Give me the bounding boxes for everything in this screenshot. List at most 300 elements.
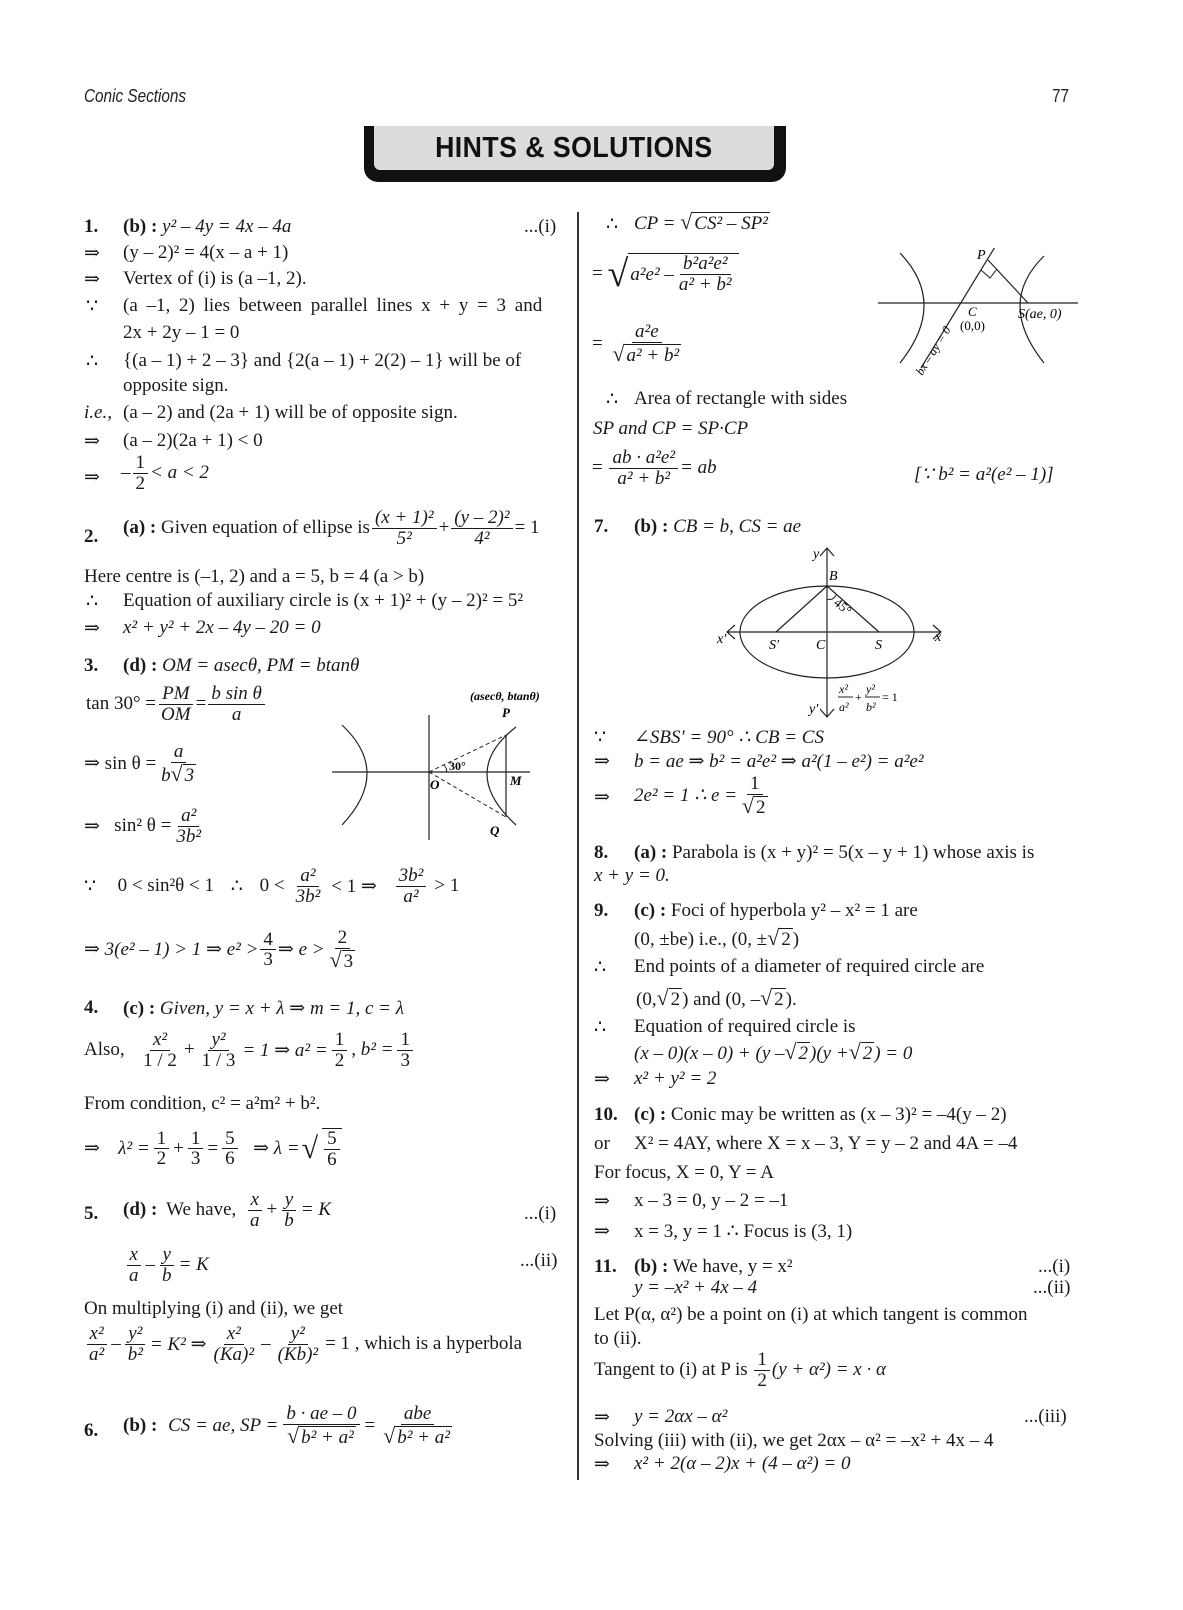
therefore-symbol: ∴ bbox=[606, 214, 619, 235]
text-line: ) = 0 bbox=[874, 1043, 913, 1064]
text-line: {(a – 1) + 2 – 3} and {2(a – 1) + 2(2) – 1} will be of bbox=[123, 350, 522, 371]
fraction bbox=[158, 684, 194, 725]
numerator: a bbox=[171, 742, 187, 763]
text-line: Here centre is (–1, 2) and a = 5, b = 4 (a > b) bbox=[84, 566, 425, 587]
sqrt-icon: √ bbox=[301, 1131, 319, 1165]
implies-symbol: ⇒ bbox=[84, 815, 100, 837]
text-line: x² + 2(α – 2)x + (4 – α²) = 0 bbox=[634, 1453, 851, 1474]
radicand: 2 bbox=[756, 796, 766, 818]
numerator: y² bbox=[125, 1324, 145, 1345]
fraction bbox=[380, 1404, 455, 1448]
eq-ref: ...(ii) bbox=[520, 1250, 558, 1271]
equals-sign: = bbox=[592, 332, 603, 354]
radicand: 3 bbox=[343, 950, 354, 972]
fraction bbox=[739, 774, 771, 818]
text-line: (a – 2)(2a + 1) < 0 bbox=[123, 430, 263, 451]
implies-symbol: ⇒ bbox=[84, 269, 100, 290]
left-branch bbox=[900, 253, 924, 363]
denominator: 3b² bbox=[176, 825, 202, 847]
numerator: y bbox=[160, 1245, 174, 1266]
text-line: sin² θ = bbox=[114, 815, 172, 837]
q-number: 5. bbox=[84, 1203, 99, 1224]
radicand: 2 bbox=[670, 989, 681, 1010]
denominator: (Kb)² bbox=[277, 1343, 319, 1365]
sqrt-icon: √ bbox=[383, 1423, 396, 1448]
section-banner bbox=[364, 126, 786, 182]
text-line: x² + y² + 2x – 4y – 20 = 0 bbox=[123, 617, 321, 638]
fraction bbox=[211, 1324, 258, 1365]
label-M: M bbox=[510, 773, 522, 788]
text-line: tan 30° = bbox=[86, 693, 157, 715]
answer-option: (b) : bbox=[634, 516, 669, 537]
q-number: 2. bbox=[84, 526, 99, 547]
asymptote-figure bbox=[878, 248, 1078, 388]
line-OQ bbox=[429, 772, 506, 817]
numerator: 2 bbox=[335, 928, 351, 949]
minus-sign: – bbox=[261, 1333, 271, 1355]
fraction bbox=[609, 448, 678, 489]
q-number: 10. bbox=[594, 1104, 618, 1125]
denominator: 1 / 2 bbox=[143, 1049, 177, 1071]
text-line: Equation of required circle is bbox=[634, 1016, 856, 1037]
sqrt-icon: √ bbox=[329, 947, 342, 972]
therefore-symbol: ∴ bbox=[594, 957, 607, 978]
text-line: x – 3 = 0, y – 2 = –1 bbox=[634, 1190, 789, 1211]
text-line: Given equation of ellipse is bbox=[160, 517, 370, 539]
label-x: x bbox=[935, 630, 942, 645]
text-line: (y + α²) = x · α bbox=[771, 1359, 886, 1381]
answer-option: (d) : bbox=[123, 1199, 158, 1221]
fraction bbox=[451, 508, 512, 549]
denominator: a² + b² bbox=[678, 274, 732, 295]
numerator: 1 bbox=[188, 1129, 204, 1150]
numerator: x² bbox=[150, 1030, 170, 1051]
text-line: b = ae ⇒ b² = a²e² ⇒ a²(1 – e²) = a²e² bbox=[634, 751, 924, 772]
q-number: 4. bbox=[84, 997, 99, 1018]
plus-sign: + bbox=[855, 690, 862, 704]
sqrt-icon: √ bbox=[742, 793, 755, 818]
denominator: a² bbox=[89, 1343, 105, 1365]
text-line: CB = b, CS = ae bbox=[673, 516, 802, 537]
fraction bbox=[293, 866, 324, 907]
eq-ref: ...(i) bbox=[524, 1203, 557, 1224]
because-symbol: ∵ bbox=[594, 727, 607, 748]
numerator: b sin θ bbox=[208, 684, 265, 705]
text-line: )(y + bbox=[810, 1043, 849, 1064]
numerator: (x + 1)² bbox=[372, 508, 437, 529]
denominator: 2 bbox=[135, 472, 145, 494]
implies-symbol: ⇒ bbox=[84, 467, 100, 488]
numerator: a² bbox=[178, 806, 199, 827]
equals-sign: = bbox=[592, 263, 603, 284]
text-line: ⇒ sin θ = bbox=[84, 753, 157, 775]
implies-symbol: ⇒ bbox=[594, 1454, 610, 1475]
eq-ref: ...(i) bbox=[1038, 1256, 1071, 1277]
equals-sign: = bbox=[592, 457, 603, 479]
text-line: SP and CP = SP·CP bbox=[593, 418, 749, 439]
equals-sign: = bbox=[364, 1414, 376, 1436]
eq-denominator: a² bbox=[839, 700, 849, 714]
numerator: 1 bbox=[133, 453, 149, 474]
text-line: Tangent to (i) at P is bbox=[594, 1359, 748, 1381]
fraction bbox=[208, 684, 265, 725]
denominator: a² + b² bbox=[617, 467, 671, 489]
fraction bbox=[676, 254, 735, 295]
text-line: x = 3, y = 1 ∴ Focus is (3, 1) bbox=[634, 1221, 853, 1242]
eq-ref: ...(iii) bbox=[1024, 1406, 1067, 1427]
numerator: ab · a²e² bbox=[609, 448, 678, 469]
sqrt-icon: √ bbox=[848, 1040, 861, 1064]
numerator: 5 bbox=[222, 1129, 238, 1150]
fraction bbox=[188, 1129, 204, 1170]
numerator: y bbox=[282, 1190, 296, 1211]
numerator: b · ae – 0 bbox=[283, 1404, 359, 1425]
numerator: a² bbox=[297, 866, 318, 887]
therefore-symbol: ∴ bbox=[606, 389, 619, 410]
rhs: = K bbox=[300, 1199, 331, 1221]
text-line: ). bbox=[785, 989, 797, 1010]
angle-label: 45° bbox=[831, 594, 855, 618]
implies-symbol: ⇒ bbox=[594, 1191, 610, 1212]
or-label: or bbox=[594, 1133, 610, 1154]
sqrt-icon: √ bbox=[170, 761, 183, 786]
text-line: (0, ±be) i.e., (0, ± bbox=[634, 929, 768, 950]
text-line: ) bbox=[792, 929, 800, 950]
fraction bbox=[281, 1190, 297, 1231]
numerator: a²e bbox=[632, 322, 662, 343]
implies-symbol: ⇒ bbox=[84, 1138, 100, 1160]
denominator: a bbox=[129, 1264, 139, 1286]
label-O: O bbox=[430, 777, 440, 792]
fraction bbox=[133, 453, 149, 494]
text-line: ∠SBS′ = 90° ∴ CB = CS bbox=[634, 727, 824, 748]
sqrt-icon: √ bbox=[287, 1423, 300, 1448]
implies-symbol: ⇒ bbox=[594, 1069, 610, 1090]
answer-option: (b) : bbox=[634, 1256, 669, 1277]
hyperbola-figure bbox=[330, 685, 570, 845]
text-line: , b² = bbox=[351, 1039, 394, 1061]
text-line: = ab bbox=[680, 457, 717, 479]
numerator: x² bbox=[87, 1324, 107, 1345]
denominator: a² bbox=[403, 885, 419, 907]
label-S: S(ae, 0) bbox=[1018, 307, 1062, 322]
numerator: 1 bbox=[747, 774, 763, 795]
text-line: y = –x² + 4x – 4 bbox=[634, 1277, 758, 1298]
running-title: Conic Sections bbox=[84, 86, 187, 106]
fraction bbox=[199, 1030, 239, 1071]
rhs: = 1 bbox=[514, 517, 540, 539]
numerator: 3b² bbox=[396, 866, 427, 887]
fraction bbox=[609, 322, 684, 366]
label-C: C bbox=[968, 304, 977, 319]
angle-label: 30° bbox=[449, 759, 466, 773]
text-line: a²e² – bbox=[630, 263, 674, 285]
text-line: x² + y² = 2 bbox=[634, 1068, 717, 1089]
q-number: 1. bbox=[84, 216, 99, 237]
because-symbol: ∵ bbox=[84, 875, 97, 897]
numerator: 1 bbox=[332, 1030, 348, 1051]
answer-option: (a) : bbox=[123, 517, 157, 539]
label-asymptote: bx – ay = 0 bbox=[912, 323, 954, 378]
text-line: (y – 2)² = 4(x – a + 1) bbox=[123, 242, 289, 263]
implies-symbol: ⇒ bbox=[594, 1221, 610, 1242]
text-line: < 1 ⇒ bbox=[331, 875, 377, 897]
q-number: 9. bbox=[594, 900, 609, 921]
numerator: 1 bbox=[154, 1129, 170, 1150]
text-line: Given, y = x + λ ⇒ m = 1, c = λ bbox=[159, 998, 404, 1019]
answer-option: (a) : bbox=[634, 842, 668, 863]
denominator: a bbox=[250, 1209, 260, 1231]
therefore-symbol: ∴ bbox=[230, 875, 243, 897]
left-branch bbox=[342, 725, 367, 825]
text-line: CP = bbox=[634, 213, 676, 234]
sqrt-icon: √ bbox=[767, 926, 780, 950]
fraction bbox=[322, 1128, 342, 1170]
text-line: (a – 2) and (2a + 1) will be of opposite sign. bbox=[123, 402, 458, 423]
denominator: 4² bbox=[474, 527, 490, 549]
fraction bbox=[86, 1324, 107, 1365]
therefore-symbol: ∴ bbox=[86, 351, 99, 372]
text-line: 0 < sin²θ < 1 bbox=[117, 875, 214, 897]
implies-symbol: ⇒ bbox=[594, 787, 610, 808]
text-line: End points of a diameter of required circle are bbox=[634, 956, 985, 977]
text-line: to (ii). bbox=[594, 1328, 642, 1349]
fraction bbox=[159, 1245, 175, 1286]
q-number: 6. bbox=[84, 1420, 99, 1441]
numerator: 4 bbox=[260, 930, 276, 951]
text-line: = K² ⇒ bbox=[149, 1333, 207, 1355]
numerator: y² bbox=[288, 1324, 308, 1345]
fraction bbox=[173, 806, 204, 847]
fraction bbox=[327, 928, 359, 972]
minus-sign: – bbox=[145, 1254, 155, 1276]
radicand: a² + b² bbox=[626, 344, 680, 366]
radicand: b² + a² bbox=[397, 1426, 450, 1448]
q-number: 8. bbox=[594, 842, 609, 863]
fraction bbox=[140, 1030, 180, 1071]
right-angle-mark bbox=[981, 269, 997, 278]
text-line: (a –1, 2) lies between parallel lines x + y = 3 and bbox=[123, 295, 543, 316]
answer-option: (d) : bbox=[123, 655, 158, 676]
numerator: x² bbox=[224, 1324, 244, 1345]
text-line: (x – 0)(x – 0) + (y – bbox=[634, 1043, 785, 1064]
text-line: OM = asecθ, PM = btanθ bbox=[162, 655, 360, 676]
numerator: (y – 2)² bbox=[451, 508, 512, 529]
q-number: 7. bbox=[594, 516, 609, 537]
implies-symbol: ⇒ bbox=[84, 618, 100, 639]
sqrt-icon: √ bbox=[607, 253, 629, 295]
ellipse-figure bbox=[715, 545, 965, 720]
denominator: 2 bbox=[156, 1148, 167, 1170]
plus-sign: + bbox=[266, 1199, 278, 1221]
equals-sign: = bbox=[195, 693, 207, 715]
label-P: P bbox=[502, 705, 510, 720]
answer-option: (c) : bbox=[123, 998, 156, 1019]
text-line: Vertex of (i) is (a –1, 2). bbox=[123, 268, 307, 289]
text-line: Let P(α, α²) be a point on (i) at which tangent is common bbox=[594, 1304, 1028, 1325]
answer-option: (b) : bbox=[123, 1414, 158, 1436]
text-line: CS = ae, SP = bbox=[168, 1414, 279, 1436]
implies-symbol: ⇒ bbox=[84, 431, 100, 452]
fraction bbox=[126, 1245, 142, 1286]
denominator: b bbox=[162, 1264, 172, 1286]
denominator: b bbox=[161, 764, 171, 786]
implies-symbol: ⇒ bbox=[594, 751, 610, 772]
fraction bbox=[397, 1030, 413, 1071]
text-line: Area of rectangle with sides bbox=[634, 388, 848, 409]
page-number: 77 bbox=[1051, 86, 1069, 106]
text-line: x + y = 0. bbox=[594, 865, 670, 886]
label-y: y bbox=[813, 547, 820, 562]
denominator: 2 bbox=[757, 1369, 767, 1391]
point-label: (asecθ, btanθ) bbox=[470, 689, 540, 703]
text-line: = 1 , which is a hyperbola bbox=[325, 1333, 523, 1355]
label-S-prime: S′ bbox=[769, 638, 780, 653]
fraction bbox=[154, 1129, 170, 1170]
radicand: 2 bbox=[798, 1043, 809, 1064]
line-BS-prime bbox=[776, 586, 827, 632]
text-line: opposite sign. bbox=[123, 375, 229, 396]
denominator: 6 bbox=[225, 1148, 235, 1170]
radicand: 2 bbox=[862, 1043, 873, 1064]
fraction bbox=[247, 1190, 263, 1231]
banner-title: HINTS & SOLUTIONS bbox=[435, 131, 713, 164]
text-line: (0, bbox=[636, 989, 657, 1010]
denominator: (Ka)² bbox=[213, 1343, 255, 1365]
text-line: 2e² = 1 ∴ e = bbox=[634, 785, 738, 807]
text-line: Solving (iii) with (ii), we get 2αx – α² = –x² + 4x – 4 bbox=[594, 1430, 994, 1451]
answer-option: (c) : bbox=[634, 1104, 667, 1125]
denominator: 3 bbox=[400, 1049, 410, 1071]
numerator: 5 bbox=[324, 1129, 340, 1150]
radicand: 3 bbox=[184, 764, 195, 786]
label-S: S bbox=[875, 638, 882, 653]
eq-numerator: x² bbox=[839, 682, 848, 696]
denominator: 3 bbox=[190, 1148, 201, 1170]
text-line: ) and (0, – bbox=[682, 989, 761, 1010]
numerator: 1 bbox=[397, 1030, 413, 1051]
because-symbol: ∵ bbox=[86, 296, 99, 317]
text-line: 2x + 2y – 1 = 0 bbox=[123, 322, 240, 343]
text-line: Equation of auxiliary circle is (x + 1)² + (y – 2)² = 5² bbox=[123, 590, 524, 611]
numerator: b²a²e² bbox=[680, 254, 731, 275]
text-line: We have, bbox=[166, 1199, 237, 1221]
fraction bbox=[222, 1129, 238, 1170]
q-number: 11. bbox=[594, 1256, 617, 1277]
line-OP bbox=[429, 735, 506, 772]
text-line: = 1 ⇒ a² = bbox=[242, 1039, 328, 1061]
text-line: From condition, c² = a²m² + b². bbox=[84, 1093, 321, 1114]
answer-option: (c) : bbox=[634, 900, 667, 921]
fraction bbox=[754, 1350, 770, 1391]
plus-sign: + bbox=[183, 1039, 195, 1061]
eq-ref: ...(i) bbox=[524, 216, 557, 237]
numerator: 1 bbox=[754, 1350, 770, 1371]
minus-sign: – bbox=[121, 461, 131, 483]
sqrt-icon: √ bbox=[680, 210, 693, 234]
angle-arc bbox=[827, 595, 836, 600]
numerator: x bbox=[127, 1245, 141, 1266]
label-y-prime: y′ bbox=[809, 702, 819, 717]
denominator: a bbox=[231, 703, 242, 725]
rhs: = K bbox=[178, 1254, 209, 1276]
fraction bbox=[158, 742, 199, 786]
fraction bbox=[260, 930, 276, 971]
sqrt-icon: √ bbox=[784, 1040, 797, 1064]
text-line: < a < 2 bbox=[150, 461, 209, 483]
denominator: 5² bbox=[396, 527, 412, 549]
label-origin: (0,0) bbox=[960, 318, 985, 333]
label-x-prime: x′ bbox=[717, 632, 727, 647]
column-divider bbox=[577, 212, 579, 1480]
text-line: ⇒ λ = bbox=[253, 1138, 300, 1160]
text-line: Parabola is (x + y)² = 5(x – y + 1) whose axis is bbox=[671, 842, 1035, 863]
label-Q: Q bbox=[490, 823, 500, 838]
text-line: For focus, X = 0, Y = A bbox=[594, 1162, 774, 1183]
denominator: OM bbox=[161, 703, 191, 725]
fraction bbox=[125, 1324, 146, 1365]
label-P: P bbox=[977, 248, 986, 263]
radicand: 2 bbox=[781, 929, 791, 950]
q-line: (b) : y² – 4y = 4x – 4a bbox=[123, 216, 292, 237]
text-line: X² = 4AY, where X = x – 3, Y = y – 2 and 4A = –4 bbox=[634, 1133, 1018, 1154]
sqrt-icon: √ bbox=[760, 986, 773, 1010]
perpendicular-SP bbox=[988, 260, 1028, 303]
text-line: > 1 bbox=[434, 875, 460, 897]
implies-symbol: ⇒ bbox=[84, 243, 100, 264]
numerator: y² bbox=[208, 1030, 228, 1051]
denominator: 1 / 3 bbox=[201, 1049, 236, 1071]
ie-label: i.e., bbox=[84, 402, 112, 423]
sqrt-icon: √ bbox=[656, 986, 669, 1010]
text-line: Foci of hyperbola y² – x² = 1 are bbox=[670, 900, 918, 921]
eq-denominator: b² bbox=[866, 700, 876, 714]
numerator: PM bbox=[159, 684, 192, 705]
eq-ref: ...(ii) bbox=[1033, 1277, 1071, 1298]
fraction bbox=[396, 866, 427, 907]
therefore-symbol: ∴ bbox=[594, 1017, 607, 1038]
numerator: x bbox=[248, 1190, 262, 1211]
text-line: λ² = bbox=[118, 1137, 150, 1159]
plus-sign: + bbox=[173, 1137, 184, 1159]
text-line: Conic may be written as (x – 3)² = –4(y – 2) bbox=[670, 1104, 1007, 1125]
denominator: 3b² bbox=[295, 885, 321, 907]
text-line: ⇒ e > bbox=[277, 939, 325, 961]
radicand: 2 bbox=[774, 989, 784, 1010]
denominator: b² bbox=[127, 1343, 143, 1365]
text-line: On multiplying (i) and (ii), we get bbox=[84, 1298, 344, 1319]
sqrt-icon: √ bbox=[612, 341, 625, 366]
radicand: CS² – SP² bbox=[694, 213, 768, 234]
text-line: y = 2αx – α² bbox=[634, 1406, 728, 1427]
text-line: Also, bbox=[84, 1039, 125, 1061]
radicand: b² + a² bbox=[301, 1426, 354, 1448]
eq-numerator: y² bbox=[866, 682, 875, 696]
text-line: We have, y = x² bbox=[672, 1256, 793, 1277]
denominator: b bbox=[284, 1209, 294, 1231]
equals-sign: = bbox=[207, 1137, 219, 1159]
fraction bbox=[283, 1404, 359, 1448]
plus-sign: + bbox=[438, 517, 450, 539]
eq-rhs: = 1 bbox=[882, 690, 898, 704]
minus-sign: – bbox=[111, 1333, 121, 1355]
denominator: 2 bbox=[334, 1049, 345, 1071]
label-C: C bbox=[816, 638, 826, 653]
denominator: 6 bbox=[327, 1148, 337, 1170]
numerator: abe bbox=[401, 1404, 434, 1425]
text-line: 0 < bbox=[259, 875, 285, 897]
fraction bbox=[372, 508, 437, 549]
